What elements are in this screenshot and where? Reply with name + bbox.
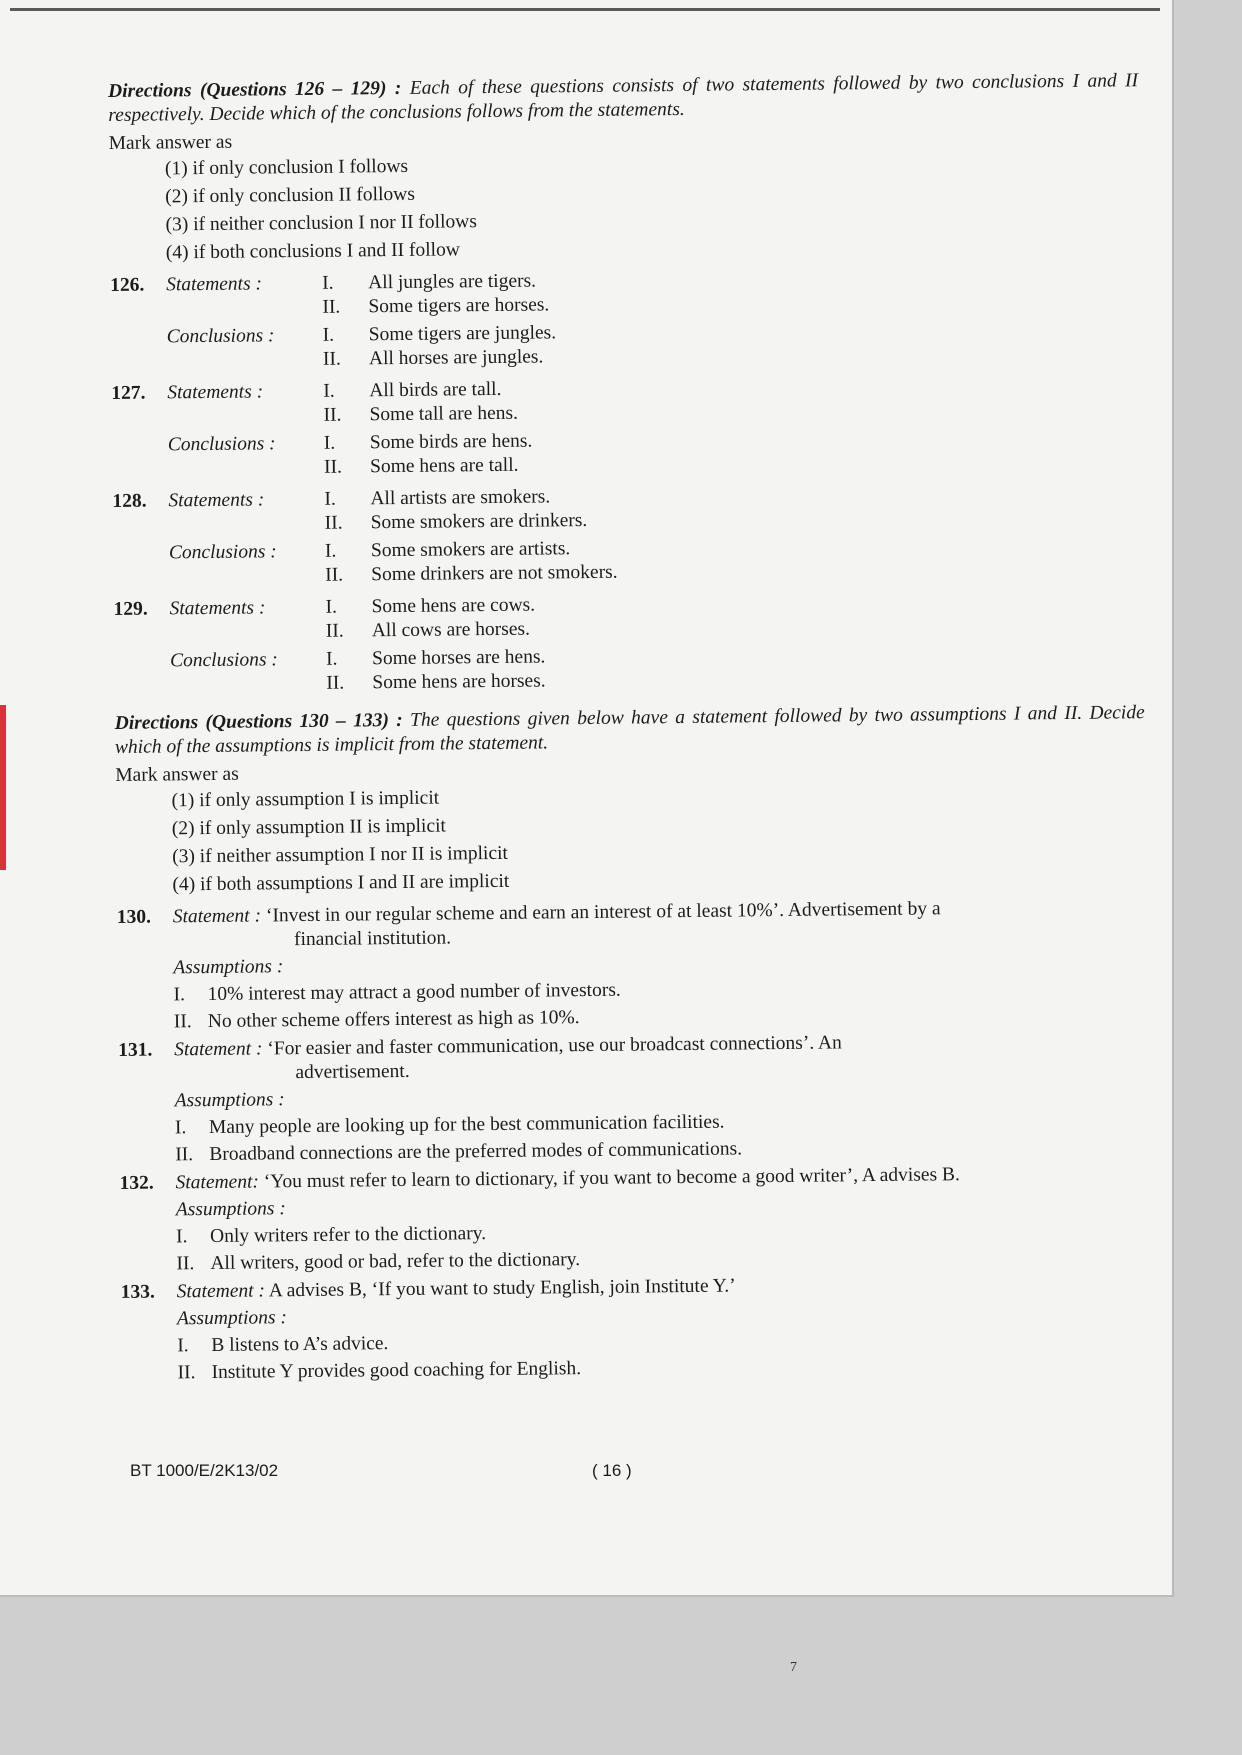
- page-content: [108, 69, 1152, 1386]
- directions-130-133: [115, 701, 1145, 760]
- statement-2: Some tall are hens.: [369, 402, 518, 426]
- assumption-2: All writers, good or bad, refer to the dictionary.: [210, 1249, 581, 1274]
- mark-answer-label: Mark answer as: [108, 131, 233, 154]
- assumption-1: 10% interest may attract a good number of investors.: [207, 979, 621, 1006]
- roman-numeral: I.: [173, 984, 186, 1006]
- question-128: [112, 479, 1143, 590]
- directions-126-129: [108, 69, 1138, 128]
- directions-heading: Directions (Questions 126 – 129) :: [108, 77, 402, 102]
- mark-answer-label: Mark answer as: [115, 763, 239, 786]
- conclusion-1: Some smokers are artists.: [370, 538, 571, 562]
- roman-numeral: II.: [325, 620, 344, 642]
- assumption-1: Only writers refer to the dictionary.: [210, 1223, 487, 1247]
- statement-continuation: advertisement.: [295, 1060, 410, 1084]
- conclusions-label: Conclusions :: [168, 541, 277, 564]
- conclusion-2: Some hens are horses.: [372, 670, 546, 694]
- question-number: 133.: [120, 1281, 155, 1303]
- conclusion-2: Some hens are tall.: [369, 454, 519, 478]
- roman-numeral: I.: [323, 380, 335, 402]
- statement-1: All birds are tall.: [369, 378, 502, 402]
- answer-options-1: [165, 147, 1140, 265]
- question-132: [119, 1161, 1150, 1277]
- assumptions-label: Assumptions :: [174, 1089, 285, 1112]
- roman-numeral: II.: [175, 1144, 194, 1166]
- roman-numeral: II.: [326, 672, 345, 694]
- roman-numeral: I.: [322, 324, 335, 346]
- option-3: (3) if neither conclusion I nor II follows: [165, 211, 477, 236]
- statement-text: A advises B, ‘If you want to study English, join Institute Y.’: [268, 1275, 736, 1302]
- scan-mark: 7: [790, 1660, 797, 1675]
- statements-label: Statements :: [166, 273, 263, 296]
- assumptions-label: Assumptions :: [176, 1307, 288, 1330]
- question-number: 130.: [116, 906, 152, 928]
- question-133: [121, 1270, 1152, 1386]
- assumptions-label: Assumptions :: [173, 956, 284, 979]
- roman-numeral: I.: [324, 488, 336, 510]
- roman-numeral: II.: [322, 296, 341, 318]
- conclusions-label: Conclusions :: [169, 649, 278, 672]
- roman-numeral: II.: [322, 348, 341, 370]
- roman-numeral: II.: [176, 1253, 195, 1275]
- conclusion-2: All horses are jungles.: [368, 346, 544, 370]
- question-131: [118, 1028, 1149, 1168]
- statement-label: Statement :: [174, 1038, 263, 1061]
- statement-text: ‘Invest in our regular scheme and earn an interest of at least 10%’. Advertisement by a: [265, 898, 941, 927]
- roman-numeral: I.: [176, 1226, 188, 1248]
- question-number: 127.: [111, 382, 146, 404]
- directions-body: The questions given below have a statement followed by two assumptions I and II. Decide which of the assumptions is implicit from the statement.: [114, 702, 1145, 758]
- roman-numeral: I.: [325, 596, 338, 618]
- statement-text: ‘You must refer to learn to dictionary, if you want to become a good writer’, A advises B.: [263, 1164, 960, 1193]
- conclusion-1: Some tigers are jungles.: [368, 322, 557, 346]
- option-1: (1) if only assumption I is implicit: [171, 787, 440, 812]
- question-number: 126.: [110, 274, 145, 296]
- conclusion-1: Some horses are hens.: [371, 646, 546, 670]
- statements-label: Statements :: [168, 489, 265, 512]
- question-129: [113, 587, 1144, 698]
- question-number: 132.: [119, 1172, 154, 1194]
- conclusion-1: Some birds are hens.: [369, 430, 533, 454]
- assumption-2: Institute Y provides good coaching for English.: [211, 1358, 582, 1383]
- assumption-2: No other scheme offers interest as high as 10%.: [207, 1007, 580, 1033]
- roman-numeral: I.: [323, 432, 336, 454]
- directions-heading: Directions (Questions 130 – 133) :: [114, 709, 403, 734]
- statement-2: Some tigers are horses.: [368, 294, 550, 318]
- conclusion-2: Some drinkers are not smokers.: [371, 561, 618, 586]
- option-1: (1) if only conclusion I follows: [164, 155, 409, 180]
- statements-label: Statements :: [167, 381, 264, 404]
- roman-numeral: II.: [177, 1362, 196, 1384]
- question-126: [110, 263, 1141, 374]
- roman-numeral: I.: [322, 272, 334, 294]
- roman-numeral: I.: [325, 648, 338, 670]
- roman-numeral: II.: [323, 404, 342, 426]
- directions-body: Each of these questions consists of two statements followed by two conclusions I and II respectively. Decide which of the conclusions follows from the statements.: [108, 70, 1139, 126]
- option-2: (2) if only conclusion II follows: [165, 183, 415, 208]
- option-4: (4) if both assumptions I and II are implicit: [172, 870, 510, 896]
- roman-numeral: I.: [324, 540, 337, 562]
- statements-label: Statements :: [169, 597, 266, 620]
- statement-2: All cows are horses.: [371, 618, 531, 642]
- booklet-code: BT 1000/E/2K13/02: [130, 1461, 279, 1480]
- paper-top-edge: [10, 8, 1160, 11]
- statement-1: Some hens are cows.: [371, 594, 536, 618]
- roman-numeral: II.: [324, 512, 343, 534]
- statement-1: All artists are smokers.: [370, 486, 551, 510]
- red-tab-mark: [0, 705, 6, 870]
- roman-numeral: I.: [174, 1117, 187, 1139]
- statement-2: Some smokers are drinkers.: [370, 510, 588, 534]
- question-130: [117, 895, 1148, 1035]
- statement-continuation: financial institution.: [293, 927, 452, 951]
- conclusions-label: Conclusions :: [167, 433, 276, 456]
- question-number: 129.: [113, 598, 148, 620]
- roman-numeral: II.: [325, 564, 344, 586]
- answer-options-2: [171, 779, 1146, 897]
- assumption-2: Broadband connections are the preferred modes of communications.: [209, 1138, 743, 1165]
- question-number: 128.: [112, 490, 147, 512]
- assumptions-label: Assumptions :: [175, 1198, 286, 1221]
- statement-text: ‘For easier and faster communication, use our broadcast connections’. An: [267, 1032, 842, 1060]
- option-3: (3) if neither assumption I nor II is implicit: [172, 842, 508, 868]
- conclusions-label: Conclusions :: [166, 325, 275, 348]
- option-4: (4) if both conclusions I and II follow: [165, 239, 460, 264]
- roman-numeral: I.: [177, 1335, 189, 1357]
- statement-label: Statement :: [172, 905, 262, 928]
- roman-numeral: II.: [323, 456, 343, 478]
- statement-label: Statement:: [175, 1171, 260, 1194]
- assumption-1: Many people are looking up for the best communication facilities.: [208, 1111, 725, 1138]
- assumption-1: B listens to A’s advice.: [211, 1333, 389, 1356]
- roman-numeral: II.: [173, 1011, 192, 1033]
- page-number: ( 16 ): [592, 1461, 632, 1480]
- statement-1: All jungles are tigers.: [368, 270, 537, 294]
- option-2: (2) if only assumption II is implicit: [171, 815, 447, 840]
- question-127: [111, 371, 1142, 482]
- statement-label: Statement :: [176, 1280, 266, 1303]
- question-number: 131.: [118, 1039, 153, 1061]
